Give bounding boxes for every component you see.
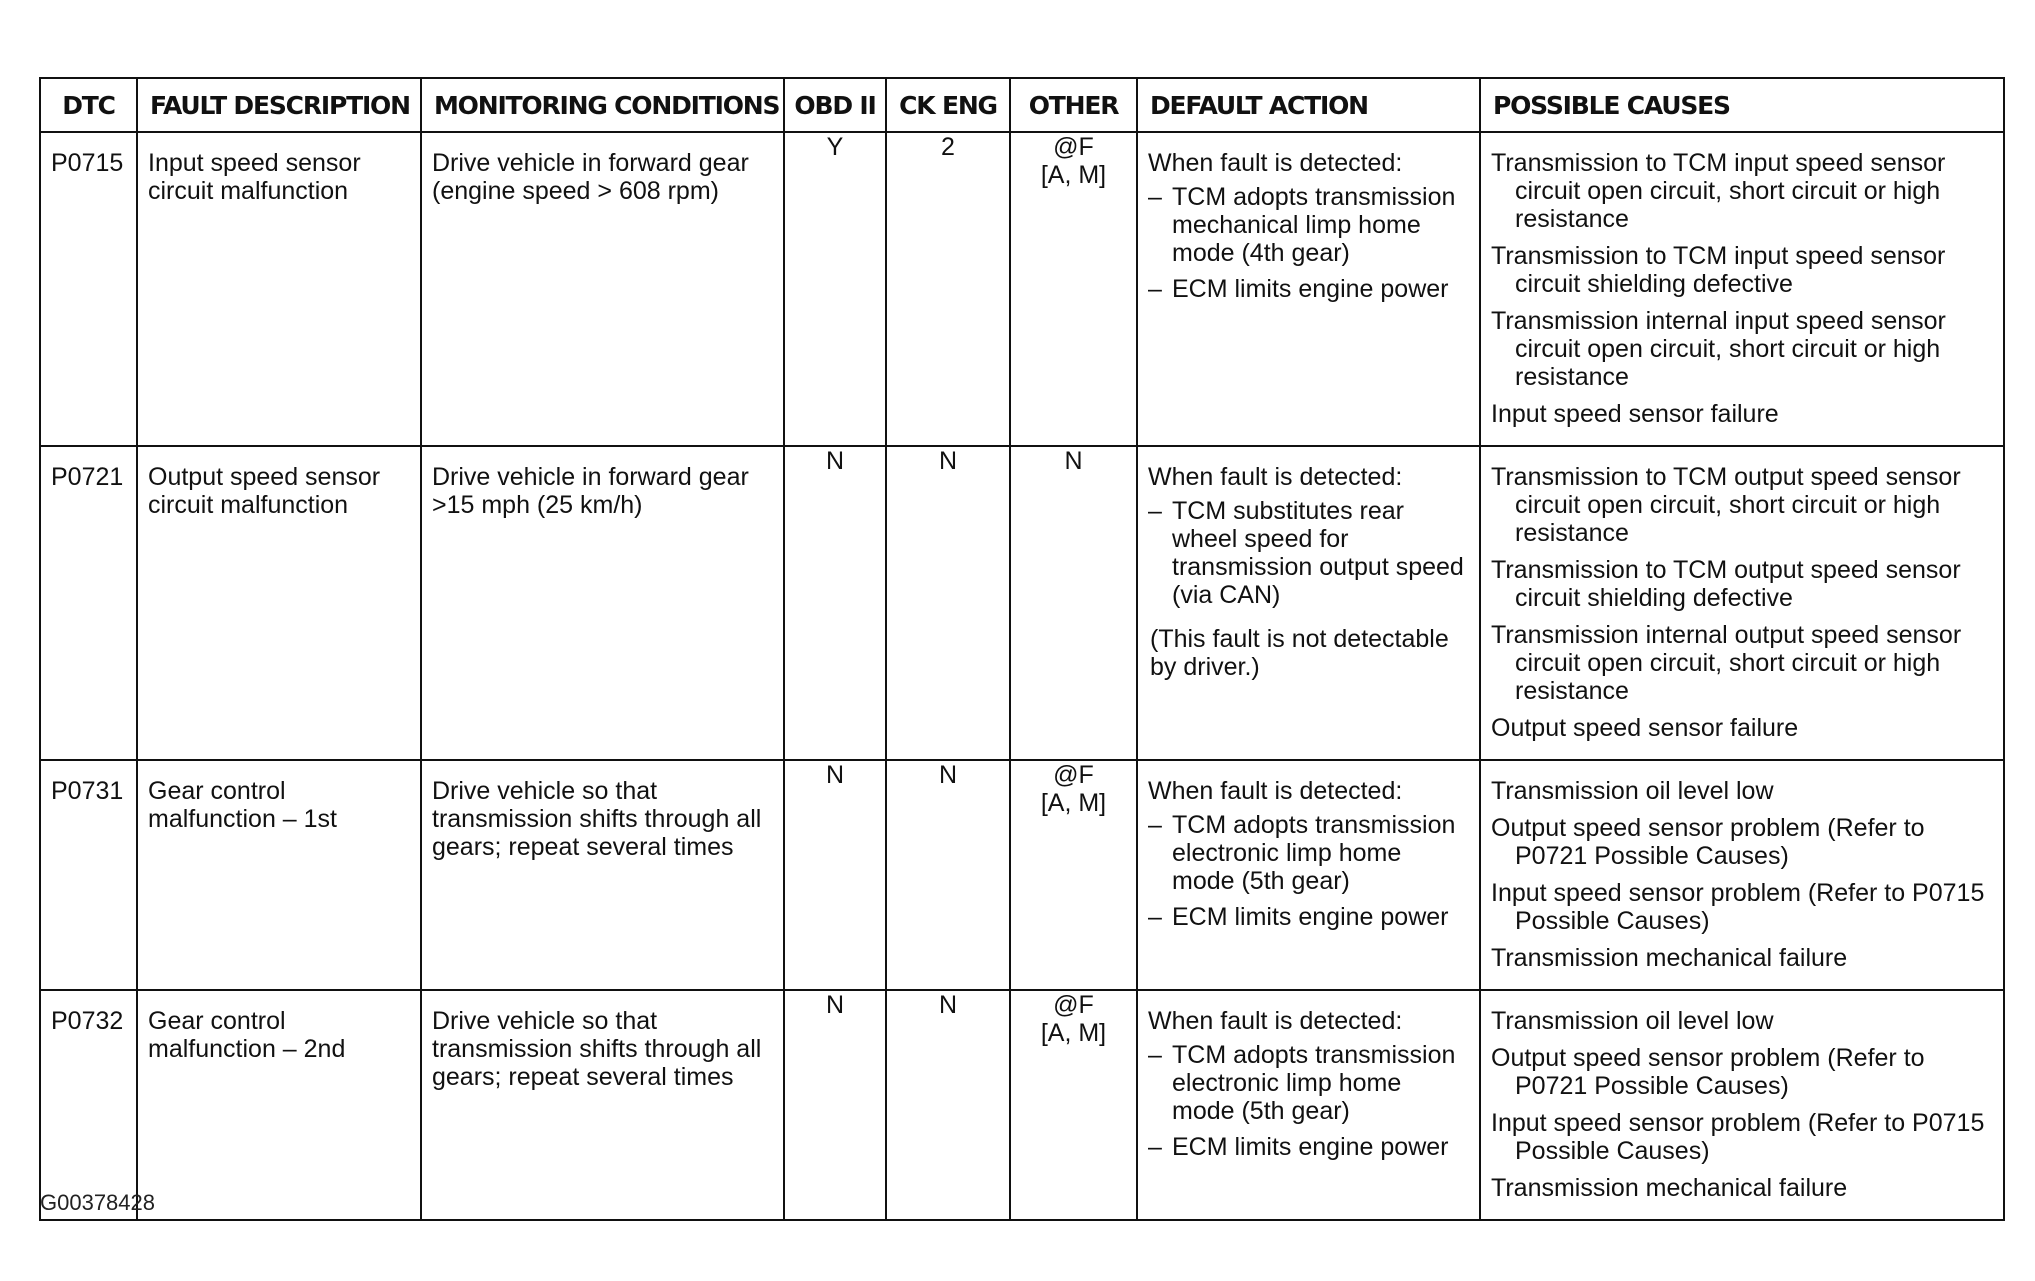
action-item: – ECM limits engine power [1148,1133,1469,1161]
action-item: – TCM adopts transmission mechanical limp home mode (4th gear) [1148,183,1469,267]
other-value-line2: [A, M] [1040,161,1107,189]
action-note: (This fault is not detectable by driver.) [1150,625,1449,681]
fault-description: Gear control malfunction – 2nd [148,1007,346,1063]
dtc-code-cell [40,760,137,990]
figure-id: G00378428 [40,1190,155,1215]
obd-ii-value: Y [826,133,844,161]
header-obd-ii: OBD II [784,78,886,132]
ck-eng-cell [886,132,1010,446]
other-value-line1: @F [1053,761,1094,789]
header-ck-eng: CK ENG [886,78,1010,132]
other-value-line2: [A, M] [1040,789,1107,817]
cause-item: Transmission to TCM output speed sensor circuit shielding defective [1491,556,1961,612]
fault-description-cell [137,990,421,1220]
other-cell [1010,760,1137,990]
cause-item: Transmission to TCM input speed sensor circuit shielding defective [1491,242,1946,298]
action-intro: When fault is detected: [1148,1007,1403,1035]
monitoring-conditions-cell [421,132,784,446]
ck-eng-cell [886,446,1010,760]
cause-list [1491,777,1993,972]
cause-item: Transmission oil level low [1491,777,1774,805]
obd-ii-cell [784,132,886,446]
table-row [40,446,2004,760]
obd-ii-cell [784,760,886,990]
fault-description: Output speed sensor circuit malfunction [148,463,381,519]
action-list [1148,1041,1469,1161]
dtc-code-cell [40,132,137,446]
ck-eng-value: N [938,761,958,789]
cause-item: Transmission oil level low [1491,1007,1774,1035]
cause-list [1491,149,1993,428]
ck-eng-value: 2 [941,133,955,161]
default-action-cell [1137,760,1480,990]
monitoring-conditions-cell [421,446,784,760]
dtc-table [39,77,2005,1221]
dtc-code: P0732 [51,1007,124,1035]
action-item: – TCM substitutes rear wheel speed for transmission output speed (via CAN) [1148,497,1469,609]
action-intro: When fault is detected: [1148,149,1403,177]
possible-causes-cell [1480,446,2004,760]
monitoring-conditions: Drive vehicle in forward gear (engine speed > 608 rpm) [432,149,749,205]
default-action-cell [1137,990,1480,1220]
monitoring-conditions: Drive vehicle in forward gear >15 mph (25 km/h) [432,463,749,519]
cause-list [1491,1007,1993,1202]
other-value-line1: @F [1053,133,1094,161]
possible-causes-cell [1480,132,2004,446]
monitoring-conditions-cell [421,760,784,990]
fault-description-cell [137,760,421,990]
cause-list [1491,463,1993,742]
default-action-cell [1137,132,1480,446]
fault-description: Input speed sensor circuit malfunction [148,149,361,205]
table-row [40,990,2004,1220]
cause-item: Transmission to TCM output speed sensor circuit open circuit, short circuit or high resistance [1491,463,1961,547]
fault-description: Gear control malfunction – 1st [148,777,337,833]
cause-item: Input speed sensor problem (Refer to P0715 Possible Causes) [1491,879,1985,935]
cause-item: Output speed sensor problem (Refer to P0721 Possible Causes) [1491,814,1925,870]
obd-ii-cell [784,990,886,1220]
dtc-code-cell [40,446,137,760]
dtc-code-cell [40,990,137,1220]
obd-ii-value: N [825,991,845,1019]
cause-item: Output speed sensor problem (Refer to P0721 Possible Causes) [1491,1044,1925,1100]
monitoring-conditions-cell [421,990,784,1220]
cause-item: Transmission internal input speed sensor circuit open circuit, short circuit or high resistance [1491,307,1946,391]
header-monitoring-conditions: MONITORING CONDITIONS [421,78,784,132]
action-intro: When fault is detected: [1148,777,1403,805]
other-cell [1010,446,1137,760]
default-action-cell [1137,446,1480,760]
header-row [40,78,2004,132]
monitoring-conditions: Drive vehicle so that transmission shifts through all gears; repeat several times [432,1007,762,1091]
fault-description-cell [137,446,421,760]
action-list [1148,183,1469,303]
other-cell [1010,990,1137,1220]
cause-item: Transmission to TCM input speed sensor circuit open circuit, short circuit or high resistance [1491,149,1946,233]
header-other: OTHER [1010,78,1137,132]
possible-causes-cell [1480,990,2004,1220]
cause-item: Input speed sensor problem (Refer to P0715 Possible Causes) [1491,1109,1985,1165]
other-cell [1010,132,1137,446]
table-body [40,132,2004,1220]
fault-description-cell [137,132,421,446]
action-item: – ECM limits engine power [1148,903,1469,931]
monitoring-conditions: Drive vehicle so that transmission shifts through all gears; repeat several times [432,777,762,861]
action-item: – TCM adopts transmission electronic limp home mode (5th gear) [1148,1041,1469,1125]
dtc-code: P0731 [51,777,124,805]
possible-causes-cell [1480,760,2004,990]
ck-eng-value: N [938,991,958,1019]
table-row [40,132,2004,446]
obd-ii-value: N [825,761,845,789]
header-fault-description: FAULT DESCRIPTION [137,78,421,132]
cause-item: Transmission mechanical failure [1491,1174,1848,1202]
cause-item: Output speed sensor failure [1491,714,1799,742]
table-row [40,760,2004,990]
header-possible-causes: POSSIBLE CAUSES [1480,78,2004,132]
action-list [1148,811,1469,931]
action-item: – TCM adopts transmission electronic limp home mode (5th gear) [1148,811,1469,895]
header-dtc: DTC [40,78,137,132]
dtc-code: P0721 [51,463,124,491]
ck-eng-value: N [938,447,958,475]
cause-item: Transmission mechanical failure [1491,944,1848,972]
other-value-line2: [A, M] [1040,1019,1107,1047]
header-default-action: DEFAULT ACTION [1137,78,1480,132]
ck-eng-cell [886,990,1010,1220]
obd-ii-value: N [825,447,845,475]
action-intro: When fault is detected: [1148,463,1403,491]
action-list [1148,497,1469,609]
cause-item: Transmission internal output speed sensor circuit open circuit, short circuit or high resistance [1491,621,1962,705]
action-item: – ECM limits engine power [1148,275,1469,303]
ck-eng-cell [886,760,1010,990]
other-value-line1: @F [1053,991,1094,1019]
other-value-line1: N [1064,447,1083,475]
dtc-code: P0715 [51,149,124,177]
cause-item: Input speed sensor failure [1491,400,1779,428]
obd-ii-cell [784,446,886,760]
